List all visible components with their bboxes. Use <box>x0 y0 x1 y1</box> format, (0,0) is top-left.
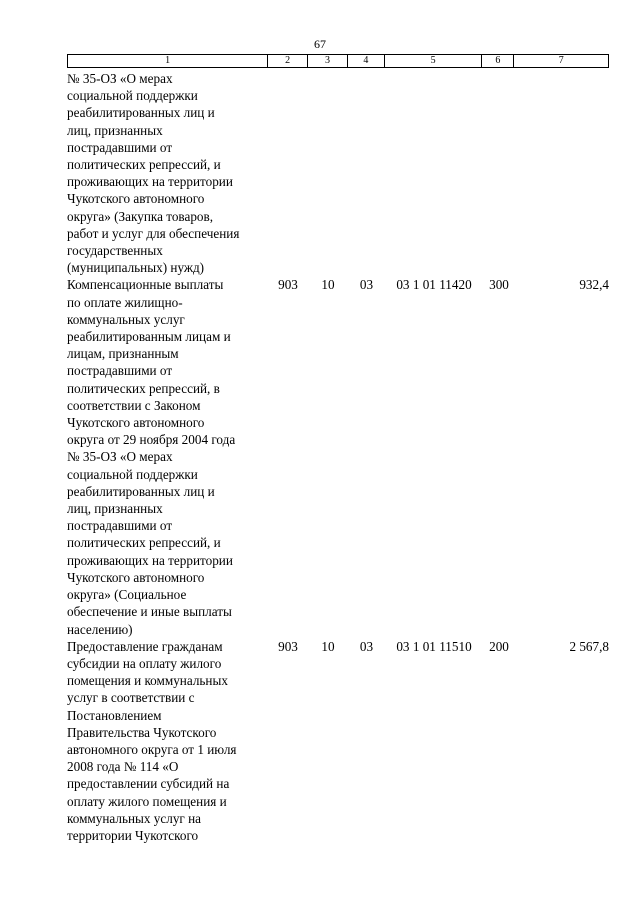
table-row <box>67 70 627 276</box>
description-line: округа от 29 ноября 2004 года <box>67 432 236 448</box>
col-5-value: 03 1 01 11420 <box>396 277 472 293</box>
description-line: по оплате жилищно- <box>67 294 183 310</box>
col-6-value: 200 <box>489 638 509 654</box>
description-line: Компенсационные выплаты <box>67 277 224 293</box>
col-3-value: 10 <box>321 277 335 293</box>
description-line: реабилитированным лицам и <box>67 329 231 345</box>
description-line: пострадавшими от <box>67 363 173 379</box>
description-line: услуг в соответствии с <box>67 690 195 706</box>
description-line: пострадавшими от <box>67 518 173 534</box>
header-col-4: 4 <box>348 55 385 67</box>
col-6-value: 300 <box>489 277 509 293</box>
header-col-6: 6 <box>482 55 514 67</box>
description-line: 2008 года № 114 «О <box>67 759 179 775</box>
description-line: Чукотского автономного <box>67 569 205 585</box>
description-line: Чукотского автономного <box>67 191 205 207</box>
table-row <box>67 276 627 637</box>
page-number: 67 <box>314 37 326 51</box>
col-5-value: 03 1 01 11510 <box>396 638 472 654</box>
description-line: политических репрессий, в <box>67 380 220 396</box>
description-line: реабилитированных лиц и <box>67 483 215 499</box>
description-line: коммунальных услуг на <box>67 810 202 826</box>
header-col-5: 5 <box>385 55 483 67</box>
col-4-value: 03 <box>359 277 374 293</box>
description-line: автономного округа от 1 июля <box>67 741 237 757</box>
col-3-value: 10 <box>321 638 335 654</box>
description-line: субсидии на оплату жилого <box>67 655 222 671</box>
table-header <box>67 54 609 68</box>
description-line: № 35-ОЗ «О мерах <box>67 71 173 86</box>
description-line: (муниципальных) нужд) <box>67 260 205 276</box>
description-line: Правительства Чукотского <box>67 724 217 740</box>
header-col-1: 1 <box>68 55 268 67</box>
row-description <box>67 70 268 276</box>
col-7-value: 932,4 <box>579 277 609 293</box>
description-line: соответствии с Законом <box>67 397 201 413</box>
description-line: коммунальных услуг <box>67 311 185 327</box>
description-line: Предоставление гражданам <box>67 638 223 654</box>
description-line: населению) <box>67 621 133 637</box>
col-4-value: 03 <box>359 638 374 654</box>
description-line: обеспечение и иные выплаты <box>67 604 232 620</box>
description-line: реабилитированных лиц и <box>67 105 215 121</box>
description-line: лицам, признанным <box>67 346 179 362</box>
header-col-2: 2 <box>268 55 308 67</box>
description-line: лиц, признанных <box>67 501 163 517</box>
description-line: социальной поддержки <box>67 88 198 104</box>
description-line: социальной поддержки <box>67 466 198 482</box>
description-line: проживающих на территории <box>67 174 233 190</box>
description-line: оплату жилого помещения и <box>67 793 227 809</box>
description-line: территории Чукотского <box>67 827 199 843</box>
description-line: № 35-ОЗ «О мерах <box>67 449 173 465</box>
description-line: политических репрессий, и <box>67 535 221 551</box>
col-2-value: 903 <box>278 638 298 654</box>
description-line: работ и услуг для обеспечения <box>67 225 240 241</box>
header-col-7: 7 <box>558 55 564 66</box>
description-line: Чукотского автономного <box>67 415 205 431</box>
description-line: Постановлением <box>67 707 162 723</box>
description-line: округа» (Закупка товаров, <box>67 208 214 224</box>
row-description <box>67 638 268 844</box>
description-line: лиц, признанных <box>67 122 163 138</box>
row-description <box>67 276 268 637</box>
header-col-3: 3 <box>308 55 348 67</box>
description-line: государственных <box>67 243 163 259</box>
description-line: проживающих на территории <box>67 552 233 568</box>
col-2-value: 903 <box>278 277 298 293</box>
table-row <box>67 638 627 844</box>
col-7-value: 2 567,8 <box>569 638 609 654</box>
description-line: пострадавшими от <box>67 139 173 155</box>
description-line: предоставлении субсидий на <box>67 776 230 792</box>
description-line: помещения и коммунальных <box>67 673 228 689</box>
description-line: политических репрессий, и <box>67 157 221 173</box>
description-line: округа» (Социальное <box>67 587 187 603</box>
table-body <box>67 70 627 844</box>
